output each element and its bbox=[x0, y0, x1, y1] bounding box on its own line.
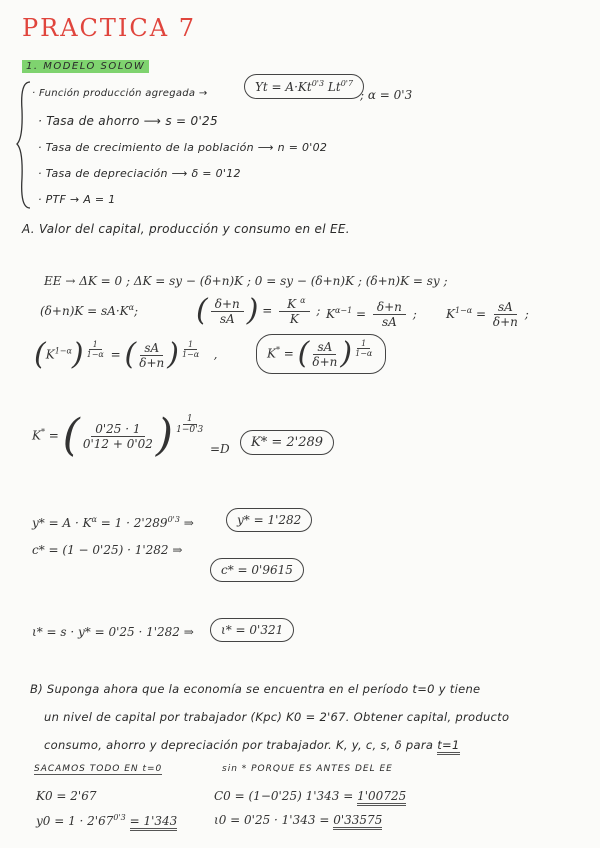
kstar-substitution: K* = ( $\frac{0'25 \cdot 1}{0'12 + 0'02}$ ) $\frac{1}{1-0'3}$ bbox=[32, 410, 204, 461]
sub-heading-left: SACAMOS TODO EN t=0 bbox=[34, 764, 163, 774]
cstar-line: c* = (1 − 0'25) · 1'282 ⇒ bbox=[32, 543, 183, 557]
part-b-line-2: un nivel de capital por trabajador (Kpc) K0 = 2'67. Obtener capital, producto bbox=[44, 710, 510, 724]
part-b-line-1: B) Suponga ahora que la economía se encuentra en el período t=0 y tiene bbox=[30, 682, 481, 696]
alpha-value: ; α = 0'3 bbox=[360, 88, 413, 102]
bullet-production: · Función producción agregada → bbox=[32, 88, 208, 99]
step-fraction-2: $K^{\alpha-1}$ = $\frac{\delta+n}{sA}$ ; bbox=[326, 300, 417, 329]
brace-icon bbox=[14, 80, 34, 210]
part-b-line-3: consumo, ahorro y depreciación por trabajador. K, y, c, s, δ para t=1 bbox=[44, 738, 460, 752]
istar-result: ι* = 0'321 bbox=[210, 618, 294, 642]
ystar-result: y* = 1'282 bbox=[226, 508, 312, 532]
implies-sign: =D bbox=[210, 442, 230, 456]
cstar-result: c* = 0'9615 bbox=[210, 558, 304, 582]
part-a-heading: A. Valor del capital, producción y consumo en el EE. bbox=[22, 222, 350, 236]
section-heading: 1. MODELO SOLOW bbox=[22, 60, 149, 73]
sub-heading-right: sin * PORQUE ES ANTES DEL EE bbox=[222, 764, 393, 774]
step-line-3: $(K^{1-\alpha})$ $\frac{1}{1-\alpha}$ = ( $\frac{sA}{\delta+n}$ ) $\frac{1}{1-\alpha}$ , bbox=[34, 337, 218, 372]
production-formula-cloud: $Yt = A\cdot Kt^{0'3}$ $Lt^{0'7}$ bbox=[244, 74, 364, 99]
y0-value: $y0 = 1 \cdot 2'67^{0'3} = 1'343$ bbox=[36, 813, 177, 828]
kstar-result: K* = 2'289 bbox=[240, 430, 334, 455]
ee-condition-line: EE → ΔK = 0 ; ΔK = sy − (δ+n)K ; 0 = sy − (δ+n)K ; (δ+n)K = sy ; bbox=[44, 274, 448, 288]
page-title: PRACTICA 7 bbox=[22, 14, 196, 42]
step-line-2: $(\delta+n)K = sA\cdot K^\alpha$; bbox=[40, 303, 139, 318]
step-fraction-3: $K^{1-\alpha}$ = $\frac{sA}{\delta+n}$ ; bbox=[446, 300, 529, 329]
bullet-savings: · Tasa de ahorro ⟶ s = 0'25 bbox=[38, 114, 218, 128]
ystar-line: $y* = A \cdot K^\alpha = 1 \cdot 2'289^{0'3}$ ⇒ bbox=[32, 515, 194, 530]
kstar-formula-cloud: K* = ( $\frac{sA}{\delta+n}$ ) $\frac{1}{1-\alpha}$ bbox=[256, 334, 386, 374]
c0-value: C0 = (1−0'25) 1'343 = 1'00725 bbox=[214, 789, 406, 803]
bullet-population: · Tasa de crecimiento de la población ⟶ n = 0'02 bbox=[38, 141, 328, 154]
k0-value: K0 = 2'67 bbox=[36, 789, 97, 803]
bullet-ptf: · PTF → A = 1 bbox=[38, 193, 116, 206]
bullet-depreciation: · Tasa de depreciación ⟶ δ = 0'12 bbox=[38, 167, 241, 180]
i0-value: ι0 = 0'25 · 1'343 = 0'33575 bbox=[214, 813, 382, 827]
step-fraction-1: ( $\frac{\delta+n}{sA}$ ) = $\frac{K ^\alpha}{K}$ ; bbox=[196, 293, 321, 328]
istar-line: ι* = s · y* = 0'25 · 1'282 ⇒ bbox=[32, 625, 194, 639]
